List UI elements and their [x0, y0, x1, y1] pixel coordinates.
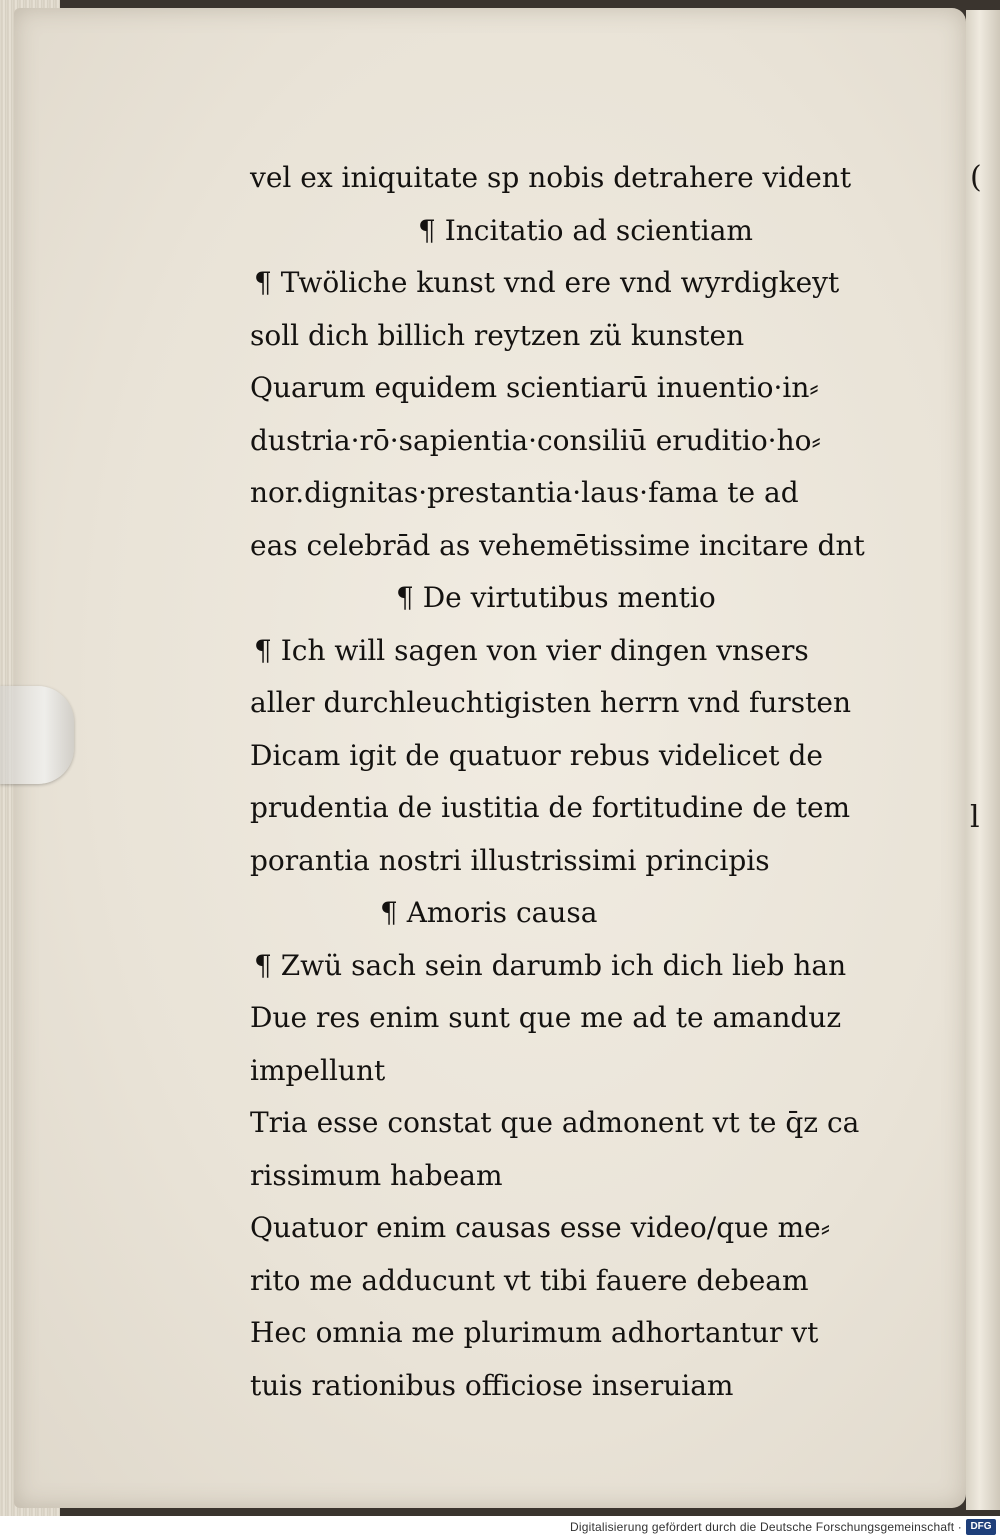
text-line: impellunt [250, 1053, 386, 1087]
text-line: porantia nostri illustrissimi principis [250, 843, 770, 877]
text-line: ¶ Ich will sagen von vier dingen vnsers [254, 633, 809, 667]
text-line: vel ex iniquitate sp nobis detrahere vident [250, 161, 852, 194]
text-line: soll dich billich reytzen zü kunsten [250, 318, 745, 352]
text-line: rissimum habeam [250, 1158, 503, 1192]
footer-bar [0, 1516, 1000, 1539]
funding-credit: Digitalisierung gefördert durch die Deutsche Forschungsgemeinschaft · [570, 1520, 962, 1534]
bleed-glyph: ( [970, 160, 982, 195]
text-line: Dicam igit de quatuor rebus videlicet de [250, 738, 823, 772]
text-line: aller durchleuchtigisten herrn vnd fursten [250, 686, 851, 719]
section-heading: ¶ De virtutibus mentio [396, 581, 716, 614]
text-line: Due res enim sunt que me ad te amanduz [250, 1001, 842, 1034]
facing-page-edge [966, 10, 1000, 1510]
text-line: Tria esse constat que admonent vt te q̄z ca [250, 1106, 860, 1139]
text-line: Quarum equidem scientiarū inuentio·in⸗ [250, 371, 819, 404]
text-line: nor.dignitas·prestantia·laus·fama te ad [250, 476, 799, 509]
text-line: eas celebrād as vehemētissime incitare dnt [250, 528, 865, 562]
section-heading: ¶ Amoris causa [380, 896, 598, 929]
text-line: Quatuor enim causas esse video/que me⸗ [250, 1211, 831, 1244]
text-line: tuis rationibus officiose inseruiam [250, 1368, 734, 1402]
page-clip-tab [0, 686, 74, 784]
dfg-logo: DFG [966, 1519, 996, 1535]
text-line: Hec omnia me plurimum adhortantur vt [250, 1316, 819, 1349]
text-line: dustria·rō·sapientia·consiliū eruditio·ho⸗ [250, 423, 821, 457]
text-line: rito me adducunt vt tibi fauere debeam [250, 1263, 809, 1297]
bleed-glyph: l [970, 800, 980, 835]
page-text-block [250, 152, 910, 1412]
section-heading: ¶ Incitatio ad scientiam [418, 213, 753, 247]
text-line: ¶ Twöliche kunst vnd ere vnd wyrdigkeyt [254, 266, 840, 299]
text-line: prudentia de iustitia de fortitudine de tem [250, 791, 851, 824]
text-line: ¶ Zwü sach sein darumb ich dich lieb han [254, 948, 847, 982]
